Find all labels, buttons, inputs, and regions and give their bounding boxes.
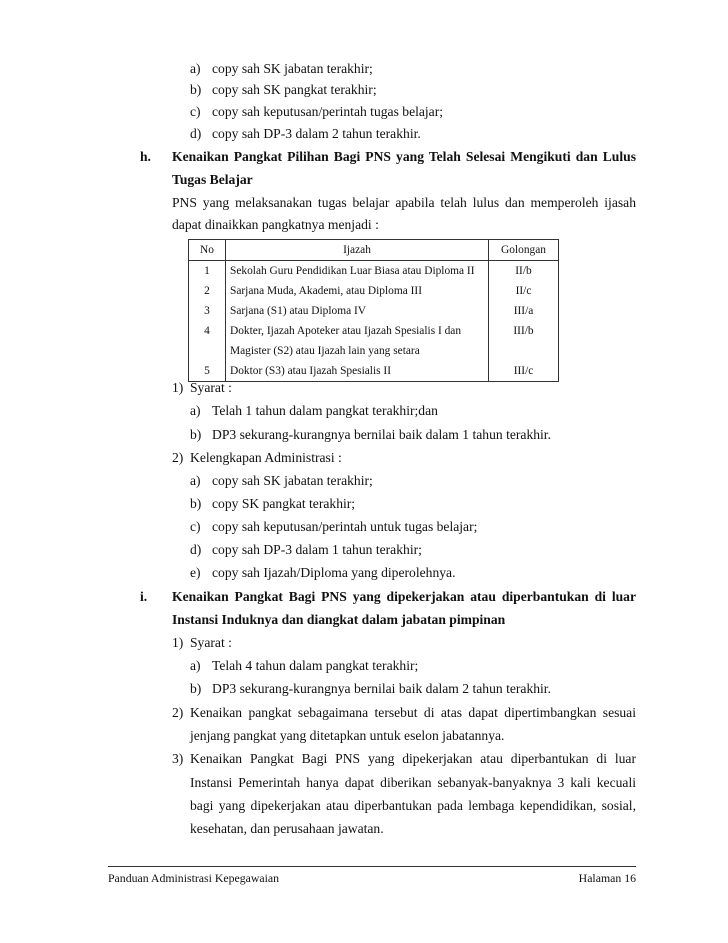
cell-ijazah: Sarjana Muda, Akademi, atau Diploma III bbox=[226, 281, 489, 301]
numbered-text-cont: jenjang pangkat yang ditetapkan untuk eselon jabatannya. bbox=[190, 728, 505, 743]
cell-no: 5 bbox=[189, 361, 226, 382]
ijazah-table bbox=[188, 239, 559, 382]
paragraph-line: PNS yang melaksanakan tugas belajar apabila telah lulus dan memperoleh ijasah bbox=[172, 195, 636, 210]
cell-golongan: III/b bbox=[513, 325, 534, 337]
cell-ijazah: Doktor (S3) atau Ijazah Spesialis II bbox=[226, 361, 489, 382]
list-item: copy sah keputusan/perintah untuk tugas belajar; bbox=[212, 519, 478, 534]
list-marker: c) bbox=[190, 519, 201, 534]
cell-golongan bbox=[489, 341, 559, 361]
list-item: DP3 sekurang-kurangnya bernilai baik dalam 1 tahun terakhir. bbox=[212, 427, 551, 442]
section-heading-i: Kenaikan Pangkat Bagi PNS yang dipekerjakan atau diperbantukan di luar bbox=[172, 589, 636, 604]
list-marker: a) bbox=[190, 403, 201, 418]
numbered-marker: 1) bbox=[172, 635, 184, 650]
numbered-text: Kenaikan Pangkat Bagi PNS yang dipekerjakan atau diperbantukan di luar bbox=[190, 751, 636, 766]
list-item: copy sah SK pangkat terakhir; bbox=[212, 82, 377, 97]
list-item: Telah 1 tahun dalam pangkat terakhir;dan bbox=[212, 403, 438, 418]
numbered-label: Syarat : bbox=[190, 380, 232, 395]
cell-golongan: II/c bbox=[515, 285, 532, 297]
table-header-row bbox=[189, 240, 559, 261]
cell-ijazah: Dokter, Ijazah Apoteker atau Ijazah Spesialis I dan bbox=[226, 321, 489, 341]
section-marker-i: i. bbox=[140, 589, 148, 604]
numbered-marker: 3) bbox=[172, 751, 184, 766]
list-marker: a) bbox=[190, 61, 201, 76]
footer-title: Panduan Administrasi Kepegawaian bbox=[108, 871, 280, 885]
table-row bbox=[189, 321, 559, 341]
list-marker: a) bbox=[190, 658, 201, 673]
table-row bbox=[189, 361, 559, 382]
list-marker: b) bbox=[190, 496, 202, 511]
cell-ijazah: Magister (S2) atau Ijazah lain yang setara bbox=[226, 341, 489, 361]
cell-no: 1 bbox=[189, 261, 226, 282]
list-item: Telah 4 tahun dalam pangkat terakhir; bbox=[212, 658, 419, 673]
footer-divider bbox=[108, 866, 636, 867]
list-item: copy sah keputusan/perintah tugas belajar; bbox=[212, 104, 444, 119]
cell-no: 3 bbox=[189, 301, 226, 321]
list-marker: b) bbox=[190, 82, 202, 97]
numbered-marker: 2) bbox=[172, 450, 184, 465]
section-heading-h-cont: Tugas Belajar bbox=[172, 172, 253, 187]
list-marker: b) bbox=[190, 681, 202, 696]
list-item: copy sah DP-3 dalam 1 tahun terakhir; bbox=[212, 542, 422, 557]
list-item: copy sah SK jabatan terakhir; bbox=[212, 61, 373, 76]
cell-no: 2 bbox=[189, 281, 226, 301]
cell-golongan: II/b bbox=[515, 265, 532, 277]
table-row bbox=[189, 341, 559, 361]
section-marker-h: h. bbox=[140, 149, 151, 164]
numbered-label: Syarat : bbox=[190, 635, 232, 650]
list-item: DP3 sekurang-kurangnya bernilai baik dalam 2 tahun terakhir. bbox=[212, 681, 551, 696]
list-marker: e) bbox=[190, 565, 201, 580]
table-row bbox=[189, 281, 559, 301]
section-heading-h: Kenaikan Pangkat Pilihan Bagi PNS yang Telah Selesai Mengikuti dan Lulus bbox=[172, 149, 636, 164]
cell-ijazah: Sarjana (S1) atau Diploma IV bbox=[226, 301, 489, 321]
list-item: copy sah Ijazah/Diploma yang diperolehnya. bbox=[212, 565, 456, 580]
table-row bbox=[189, 301, 559, 321]
cell-golongan: III/c bbox=[513, 365, 534, 377]
header-ijazah: Ijazah bbox=[226, 240, 489, 261]
header-no: No bbox=[189, 240, 226, 261]
cell-golongan: III/a bbox=[513, 305, 534, 317]
section-heading-i-cont: Instansi Induknya dan diangkat dalam jabatan pimpinan bbox=[172, 612, 506, 627]
paragraph-line: dapat dinaikkan pangkatnya menjadi : bbox=[172, 217, 379, 232]
numbered-marker: 2) bbox=[172, 705, 184, 720]
cell-no bbox=[189, 341, 226, 361]
cell-ijazah: Sekolah Guru Pendidikan Luar Biasa atau Diploma II bbox=[226, 261, 489, 282]
cell-no: 4 bbox=[189, 321, 226, 341]
numbered-text-cont: kesehatan, dan perusahaan jawatan. bbox=[190, 821, 384, 836]
list-item: copy SK pangkat terakhir; bbox=[212, 496, 356, 511]
list-marker: d) bbox=[190, 542, 202, 557]
table-row bbox=[189, 261, 559, 282]
list-marker: a) bbox=[190, 473, 201, 488]
list-marker: d) bbox=[190, 126, 202, 141]
list-marker: c) bbox=[190, 104, 201, 119]
list-item: copy sah DP-3 dalam 2 tahun terakhir. bbox=[212, 126, 421, 141]
list-item: copy sah SK jabatan terakhir; bbox=[212, 473, 373, 488]
numbered-text-cont: bagi yang dipekerjakan atau diperbantukan pada lembaga kependidikan, sosial, bbox=[190, 798, 636, 813]
footer-page-number: Halaman 16 bbox=[578, 871, 636, 885]
numbered-label: Kelengkapan Administrasi : bbox=[190, 450, 342, 465]
list-marker: b) bbox=[190, 427, 202, 442]
numbered-marker: 1) bbox=[172, 380, 184, 395]
header-golongan: Golongan bbox=[489, 240, 559, 261]
numbered-text: Kenaikan pangkat sebagaimana tersebut di atas dapat dipertimbangkan sesuai bbox=[190, 705, 636, 720]
numbered-text-cont: Instansi Pemerintah hanya dapat diberikan sebanyak-banyaknya 3 kali kecuali bbox=[190, 775, 636, 790]
